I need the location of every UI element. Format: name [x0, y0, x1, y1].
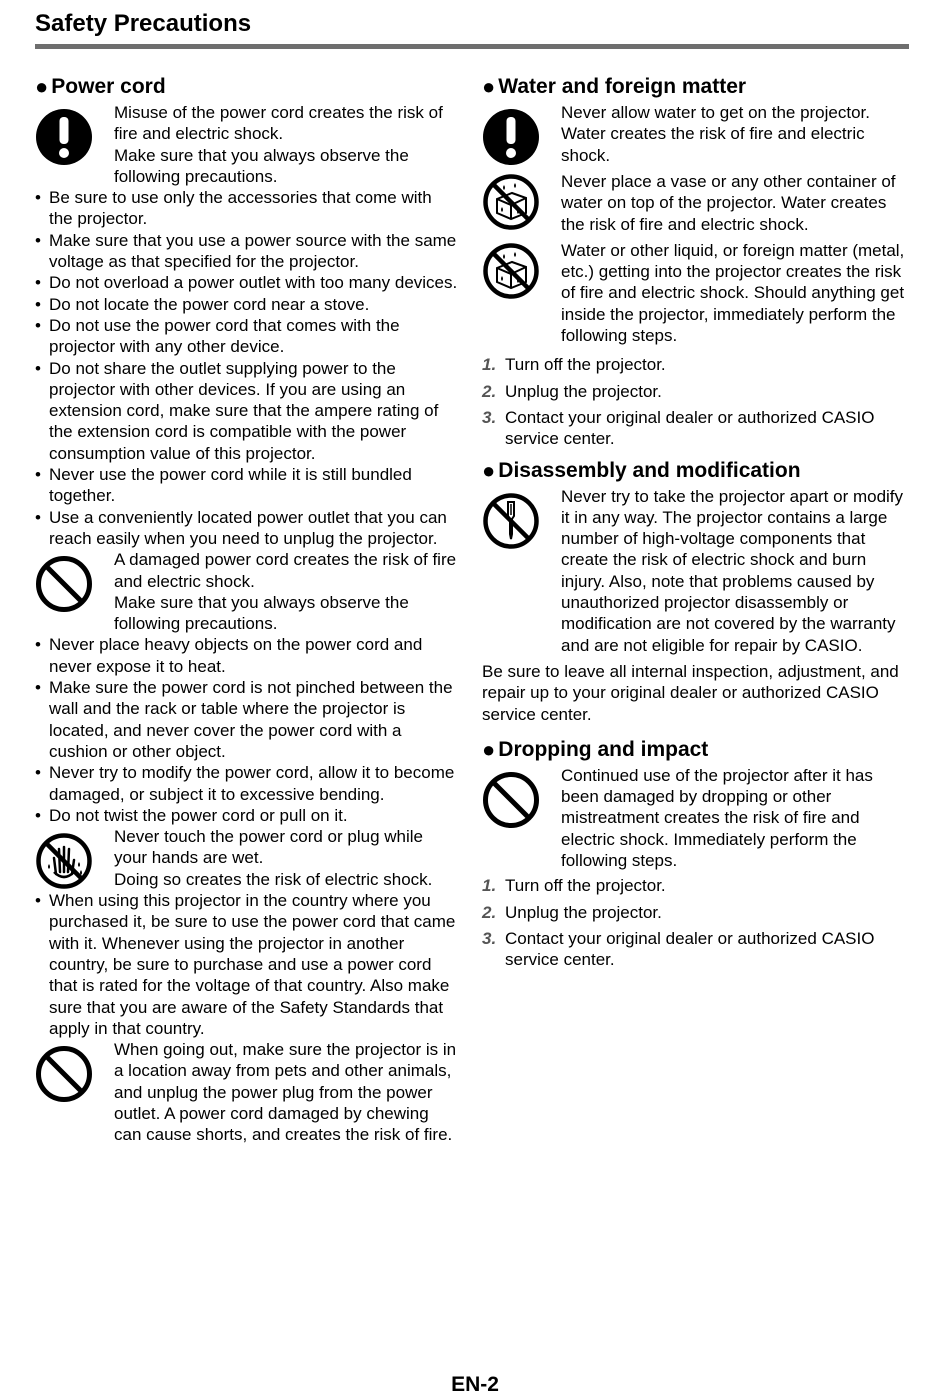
warning-text: Never allow water to get on the projector. Water creates the risk of fire and electric shock.: [561, 103, 870, 165]
prohibited-icon: [482, 765, 561, 829]
note-text: Be sure to leave all internal inspection, adjustment, and repair up to your original dealer or authorized CASIO service center.: [482, 661, 899, 724]
step-item: [482, 407, 908, 450]
step-number: 3.: [482, 407, 497, 427]
step-item: [482, 928, 908, 971]
step-item: [482, 902, 908, 923]
list-item: • Do not twist the power cord or pull on it.: [35, 805, 459, 826]
steps-list: [482, 354, 908, 449]
section-heading-text: Power cord: [51, 75, 166, 98]
no-disassembly-icon: [482, 486, 561, 550]
bullet-dot-icon: ●: [482, 74, 496, 99]
list-item: • Never try to modify the power cord, allow it to become damaged, or subject it to excessive bending.: [35, 762, 459, 805]
bullet-list: [35, 187, 459, 549]
step-text: Contact your original dealer or authorized CASIO service center.: [505, 928, 875, 970]
warning-block-dropping: [482, 765, 908, 871]
warning-block-disassembly: [482, 486, 908, 656]
section-heading-text: Dropping and impact: [498, 737, 709, 761]
list-item: • Do not overload a power outlet with too many devices.: [35, 272, 459, 293]
list-item: • Do not share the outlet supplying power to the projector with other devices. If you are using an extension cord, make sure that the ampere rating of the extension cord is compatible with the power consumption value of this projector.: [35, 358, 459, 464]
list-item: • Never place heavy objects on the power cord and never expose it to heat.: [35, 634, 459, 677]
warning-block-vase: [482, 171, 908, 235]
warning-text: Never place a vase or any other container of water on top of the projector. Water creates the risk of fire and electric shock.: [561, 172, 896, 234]
bullet-dot-icon: ●: [482, 736, 496, 762]
page-number: EN-2: [451, 1373, 499, 1396]
no-wet-hands-icon: [35, 826, 114, 890]
warning-block-liquid: [482, 240, 908, 346]
page-title: Safety Precautions: [35, 10, 252, 37]
warning-block-pets: [35, 1039, 459, 1145]
step-number: 1.: [482, 876, 497, 896]
step-number: 3.: [482, 928, 497, 948]
section-heading-power-cord: [35, 72, 459, 102]
step-text: Unplug the projector.: [505, 381, 662, 401]
exclamation-icon: [35, 102, 114, 166]
warning-text: When going out, make sure the projector is in a location away from pets and other animals, and unplug the power plug from the power outlet. A power cord damaged by chewing can cause shorts, and creates the risk of fire.: [114, 1040, 457, 1145]
step-item: [482, 381, 908, 402]
list-item: • Use a conveniently located power outlet that you can reach easily when you need to unplug the projector.: [35, 507, 459, 550]
step-number: 2.: [482, 381, 497, 401]
bullet-list: [35, 890, 459, 1039]
list-item: • Never use the power cord while it is still bundled together.: [35, 464, 459, 507]
bullet-list: [35, 634, 459, 826]
warning-block-water: [482, 102, 908, 166]
warning-text: Make sure that you always observe the following precautions.: [114, 145, 409, 186]
step-item: [482, 875, 908, 896]
title-divider: [35, 44, 909, 49]
warning-text: Never touch the power cord or plug while your hands are wet.: [114, 827, 423, 868]
prohibited-icon: [35, 1039, 114, 1103]
step-text: Contact your original dealer or authorized CASIO service center.: [505, 407, 875, 449]
warning-text: Doing so creates the risk of electric shock.: [114, 869, 433, 889]
list-item: • Make sure the power cord is not pinched between the wall and the rack or table where the projector is located, and never cover the power cord with a cushion or other object.: [35, 677, 459, 762]
warning-text: Continued use of the projector after it has been damaged by dropping or other mistreatment creates the risk of fire and electric shock. Immediately perform the following steps.: [561, 765, 873, 871]
list-item: • Do not use the power cord that comes with the projector with any other device.: [35, 315, 459, 358]
bullet-dot-icon: ●: [482, 457, 496, 483]
steps-list: [482, 875, 908, 970]
list-item: • When using this projector in the country where you purchased it, be sure to use the power cord that came with it. Whenever using the projector in another country, be sure to purchase and use a power cord that is rated for the voltage of that country. Also make sure that you are aware of the Safety Standards that apply in that country.: [35, 890, 459, 1039]
section-heading-text: Disassembly and modification: [498, 458, 801, 482]
section-heading-dropping: [482, 735, 908, 765]
warning-block-damaged-cord: [35, 549, 459, 634]
step-text: Unplug the projector.: [505, 902, 662, 922]
no-water-icon: [482, 240, 561, 300]
step-number: 1.: [482, 355, 497, 375]
warning-block-wet-hands: [35, 826, 459, 890]
warning-text: Make sure that you always observe the following precautions.: [114, 592, 409, 634]
warning-text: Water or other liquid, or foreign matter (metal, etc.) getting into the projector creates the risk of fire and electric shock. Should anything get inside the projector, immediately perform the following steps.: [561, 240, 905, 346]
list-item: • Make sure that you use a power source with the same voltage as that specified for the projector.: [35, 230, 459, 273]
warning-text: Misuse of the power cord creates the risk of fire and electric shock.: [114, 103, 443, 144]
step-number: 2.: [482, 902, 497, 922]
step-item: [482, 354, 908, 375]
warning-text: A damaged power cord creates the risk of fire and electric shock.: [114, 550, 457, 591]
prohibited-icon: [35, 549, 114, 613]
section-heading-text: Water and foreign matter: [498, 75, 747, 98]
step-text: Turn off the projector.: [505, 355, 666, 375]
step-text: Turn off the projector.: [505, 876, 666, 896]
exclamation-icon: [482, 102, 561, 166]
section-heading-disassembly: [482, 456, 908, 486]
left-column: [35, 72, 459, 1146]
warning-text: Never try to take the projector apart or modify it in any way. The projector contains a large number of high-voltage components that create the risk of electric shock and burn injury. Also, note that problems caused by unauthorized projector disassembly or modification are not covered by the warranty and are not eligible for repair by CASIO.: [561, 486, 904, 655]
no-water-icon: [482, 171, 561, 231]
right-column: [482, 72, 908, 976]
list-item: • Be sure to use only the accessories that come with the projector.: [35, 187, 459, 230]
section-heading-water: [482, 72, 908, 102]
list-item: • Do not locate the power cord near a stove.: [35, 294, 459, 315]
warning-block-misuse: [35, 102, 459, 187]
bullet-dot-icon: ●: [35, 74, 49, 99]
